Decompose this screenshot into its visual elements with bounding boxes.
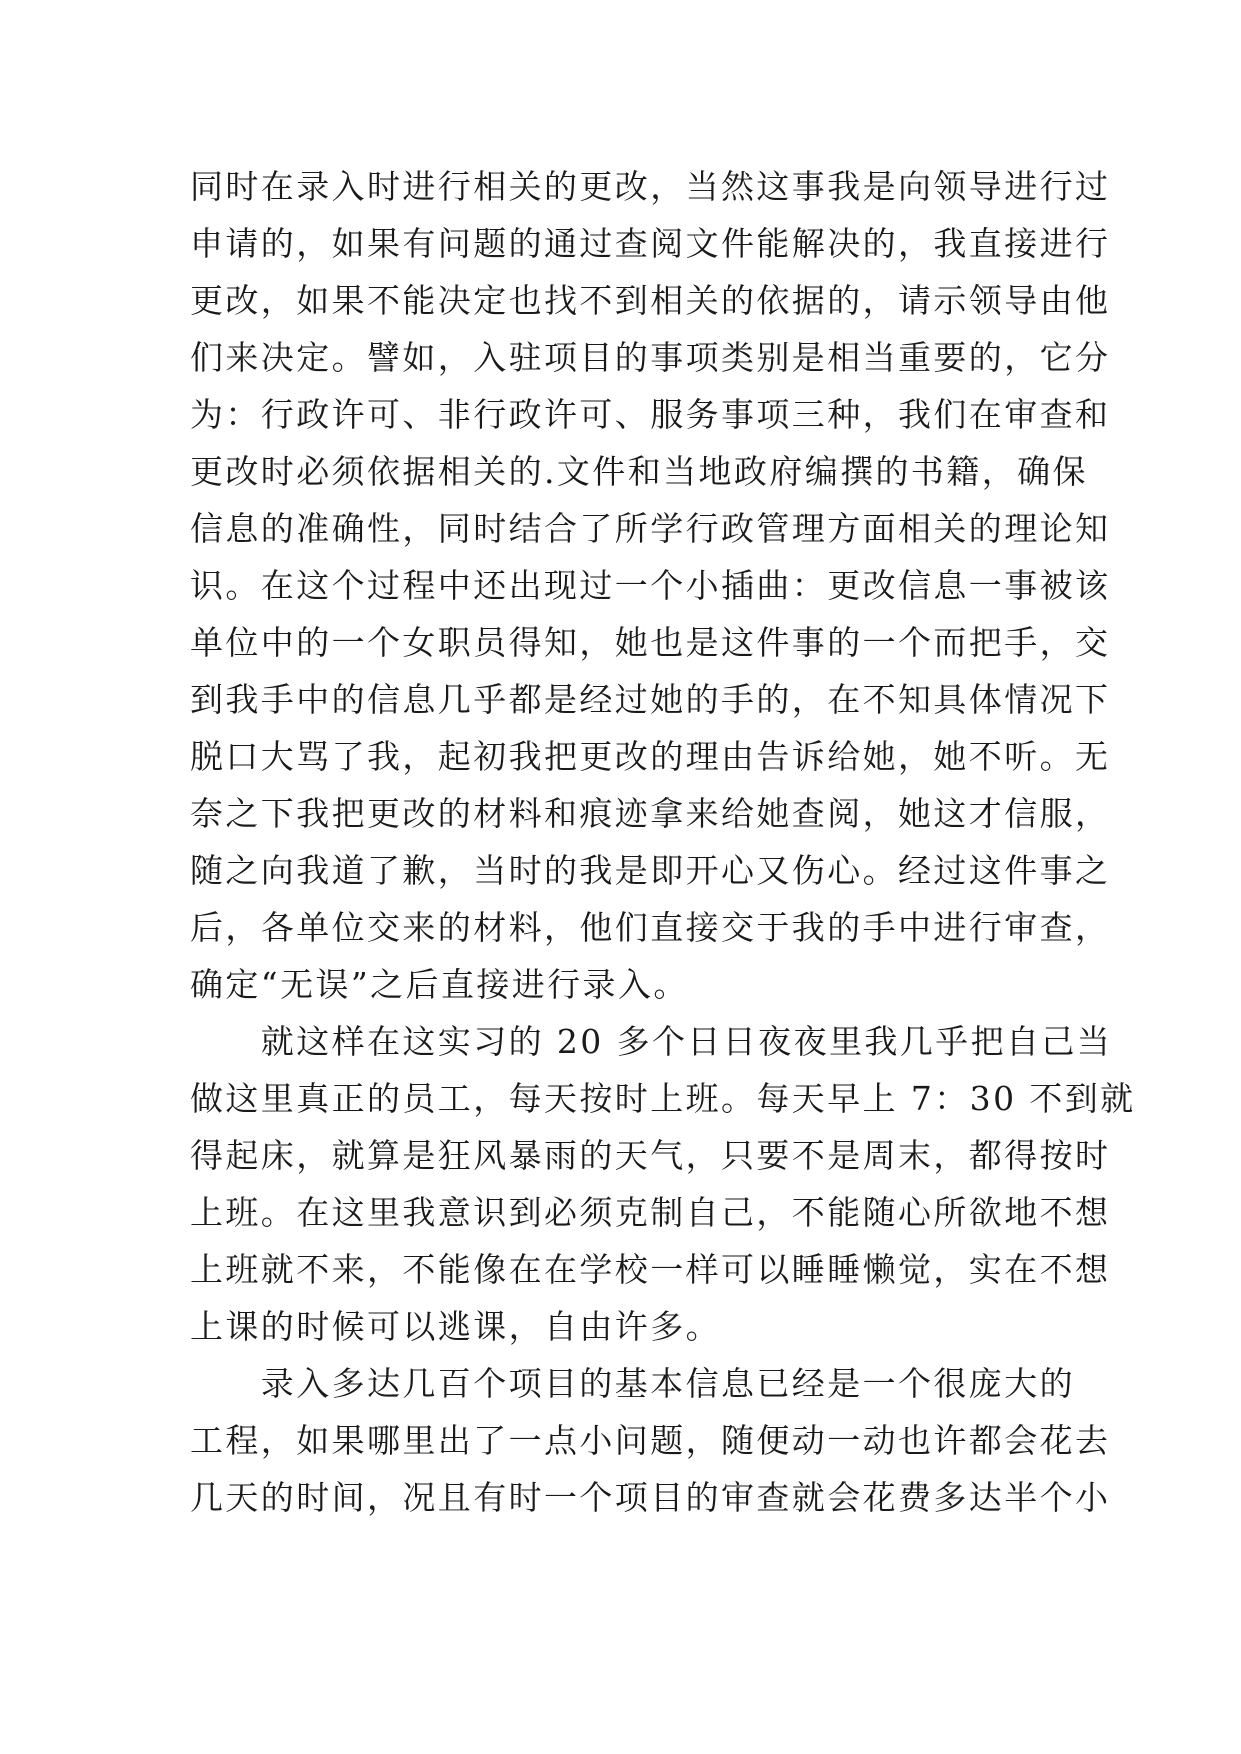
text-line: 做这里真正的员工，每天按时上班。每天早上 7：30 不到就 bbox=[190, 1079, 1136, 1118]
text-line: 奈之下我把更改的材料和痕迹拿来给她查阅，她这才信服， bbox=[190, 794, 1111, 833]
body-text bbox=[190, 158, 1136, 1526]
text-line: 识。在这个过程中还出现过一个小插曲：更改信息一事被该 bbox=[190, 566, 1111, 605]
text-line: 工程，如果哪里出了一点小问题，随便动一动也许都会花去 bbox=[190, 1421, 1111, 1460]
text-line: 录入多达几百个项目的基本信息已经是一个很庞大的 bbox=[190, 1364, 1075, 1403]
text-line: 同时在录入时进行相关的更改，当然这事我是向领导进行过 bbox=[190, 167, 1111, 206]
text-line: 上班。在这里我意识到必须克制自己，不能随心所欲地不想 bbox=[190, 1193, 1111, 1232]
text-line: 单位中的一个女职员得知，她也是这件事的一个而把手，交 bbox=[190, 623, 1111, 662]
text-line: 信息的准确性，同时结合了所学行政管理方面相关的理论知 bbox=[190, 509, 1111, 548]
text-line: 为：行政许可、非行政许可、服务事项三种，我们在审查和 bbox=[190, 395, 1111, 434]
text-line: 得起床，就算是狂风暴雨的天气，只要不是周末，都得按时 bbox=[190, 1136, 1111, 1175]
text-line: 申请的，如果有问题的通过查阅文件能解决的，我直接进行 bbox=[190, 224, 1111, 263]
text-line: 更改时必须依据相关的.文件和当地政府编撰的书籍，确保 bbox=[190, 452, 1088, 491]
text-line: 确定“无误”之后直接进行录入。 bbox=[190, 965, 689, 1004]
text-line: 随之向我道了歉，当时的我是即开心又伤心。经过这件事之 bbox=[190, 851, 1111, 890]
text-line: 到我手中的信息几乎都是经过她的手的，在不知具体情况下 bbox=[190, 680, 1111, 719]
text-line: 更改，如果不能决定也找不到相关的依据的，请示领导由他 bbox=[190, 281, 1111, 320]
text-line: 上班就不来，不能像在在学校一样可以睡睡懒觉，实在不想 bbox=[190, 1250, 1111, 1289]
text-line: 就这样在这实习的 20 多个日日夜夜里我几乎把自己当 bbox=[190, 1022, 1113, 1061]
text-line: 几天的时间，况且有时一个项目的审查就会花费多达半个小 bbox=[190, 1478, 1111, 1517]
text-line: 上课的时候可以逃课，自由许多。 bbox=[190, 1307, 721, 1346]
text-line: 们来决定。譬如，入驻项目的事项类别是相当重要的，它分 bbox=[190, 338, 1111, 377]
text-line: 脱口大骂了我，起初我把更改的理由告诉给她，她不听。无 bbox=[190, 737, 1111, 776]
text-line: 后，各单位交来的材料，他们直接交于我的手中进行审查， bbox=[190, 908, 1111, 947]
